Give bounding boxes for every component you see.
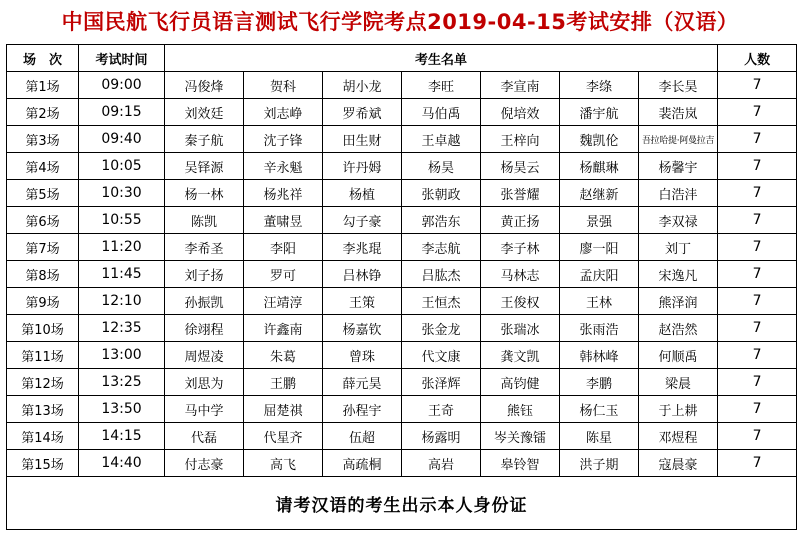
candidate-name-cell: 屈楚祺 [244, 396, 323, 423]
time-cell: 10:05 [79, 153, 165, 180]
table-row [7, 396, 797, 423]
candidate-name-cell: 许鑫南 [244, 315, 323, 342]
candidate-name-cell: 张金龙 [402, 315, 481, 342]
candidate-name-cell: 吕肱杰 [402, 261, 481, 288]
candidate-name-cell: 许丹姆 [323, 153, 402, 180]
candidate-name-cell: 伍超 [323, 423, 402, 450]
candidate-name-cell: 杨露明 [402, 423, 481, 450]
count-cell: 7 [718, 342, 797, 369]
time-cell: 14:15 [79, 423, 165, 450]
count-cell: 7 [718, 72, 797, 99]
candidate-name-cell: 熊钰 [481, 396, 560, 423]
candidate-name-cell: 徐翊程 [165, 315, 244, 342]
candidate-name-cell: 王恒杰 [402, 288, 481, 315]
session-cell: 第12场 [7, 369, 79, 396]
candidate-name-cell: 王鹏 [244, 369, 323, 396]
candidate-name-cell: 倪培效 [481, 99, 560, 126]
table-row [7, 423, 797, 450]
candidate-name-cell: 曾珠 [323, 342, 402, 369]
candidate-name-cell: 张瑞冰 [481, 315, 560, 342]
time-cell: 13:00 [79, 342, 165, 369]
table-row [7, 342, 797, 369]
candidate-name-cell: 杨仁玉 [560, 396, 639, 423]
count-cell: 7 [718, 126, 797, 153]
candidate-name-cell: 张雨浩 [560, 315, 639, 342]
candidate-name-cell: 王俊权 [481, 288, 560, 315]
candidate-name-cell: 黄正扬 [481, 207, 560, 234]
page-title: 中国民航飞行员语言测试飞行学院考点2019-04-15考试安排（汉语） [61, 10, 739, 34]
candidate-name-cell: 李宣南 [481, 72, 560, 99]
table-row [7, 99, 797, 126]
candidate-name-cell: 冯俊烽 [165, 72, 244, 99]
time-cell: 09:00 [79, 72, 165, 99]
table-row [7, 180, 797, 207]
candidate-name-cell: 吾拉哈提·阿曼拉吉 [639, 126, 718, 153]
candidate-name-cell: 吴铎源 [165, 153, 244, 180]
candidate-name-cell: 寇晨豪 [639, 450, 718, 477]
candidate-name-cell: 李子林 [481, 234, 560, 261]
candidate-name-cell: 杨麒琳 [560, 153, 639, 180]
session-cell: 第8场 [7, 261, 79, 288]
count-cell: 7 [718, 369, 797, 396]
candidate-name-cell: 刘效廷 [165, 99, 244, 126]
candidate-name-cell: 李鹏 [560, 369, 639, 396]
candidate-name-cell: 沈子锋 [244, 126, 323, 153]
table-row [7, 450, 797, 477]
candidate-name-cell: 代磊 [165, 423, 244, 450]
candidate-name-cell: 高疏桐 [323, 450, 402, 477]
candidate-name-cell: 熊泽润 [639, 288, 718, 315]
count-cell: 7 [718, 396, 797, 423]
candidate-name-cell: 汪靖淳 [244, 288, 323, 315]
candidate-name-cell: 刘子扬 [165, 261, 244, 288]
table-row [7, 207, 797, 234]
time-cell: 11:45 [79, 261, 165, 288]
footer-table [6, 476, 797, 530]
candidate-name-cell: 廖一阳 [560, 234, 639, 261]
candidate-name-cell: 杨兆祥 [244, 180, 323, 207]
candidate-name-cell: 李志航 [402, 234, 481, 261]
candidate-name-cell: 郭浩东 [402, 207, 481, 234]
count-cell: 7 [718, 99, 797, 126]
header-count: 人数 [718, 45, 797, 72]
candidate-name-cell: 薛元昊 [323, 369, 402, 396]
candidate-name-cell: 勾子豪 [323, 207, 402, 234]
header-time: 考试时间 [79, 45, 165, 72]
session-cell: 第13场 [7, 396, 79, 423]
time-cell: 14:40 [79, 450, 165, 477]
candidate-name-cell: 韩林峰 [560, 342, 639, 369]
candidate-name-cell: 张朝政 [402, 180, 481, 207]
candidate-name-cell: 王卓越 [402, 126, 481, 153]
candidate-name-cell: 赵浩然 [639, 315, 718, 342]
candidate-name-cell: 高钧健 [481, 369, 560, 396]
candidate-name-cell: 胡小龙 [323, 72, 402, 99]
candidate-name-cell: 梁晨 [639, 369, 718, 396]
candidate-name-cell: 李旺 [402, 72, 481, 99]
candidate-name-cell: 赵继新 [560, 180, 639, 207]
time-cell: 13:50 [79, 396, 165, 423]
count-cell: 7 [718, 207, 797, 234]
candidate-name-cell: 孙程宇 [323, 396, 402, 423]
count-cell: 7 [718, 450, 797, 477]
candidate-name-cell: 李阳 [244, 234, 323, 261]
candidate-name-cell: 白浩沣 [639, 180, 718, 207]
session-cell: 第1场 [7, 72, 79, 99]
table-row [7, 288, 797, 315]
candidate-name-cell: 裴浩岚 [639, 99, 718, 126]
candidate-name-cell: 高飞 [244, 450, 323, 477]
table-row [7, 234, 797, 261]
candidate-name-cell: 马中学 [165, 396, 244, 423]
candidate-name-cell: 景强 [560, 207, 639, 234]
time-cell: 10:30 [79, 180, 165, 207]
candidate-name-cell: 周煜凌 [165, 342, 244, 369]
candidate-name-cell: 辛永魁 [244, 153, 323, 180]
count-cell: 7 [718, 234, 797, 261]
candidate-name-cell: 陈凯 [165, 207, 244, 234]
table-row [7, 261, 797, 288]
candidate-name-cell: 刘志峥 [244, 99, 323, 126]
footer-note: 请考汉语的考生出示本人身份证 [7, 477, 797, 530]
table-row [7, 72, 797, 99]
candidate-name-cell: 张誉耀 [481, 180, 560, 207]
candidate-name-cell: 宋逸凡 [639, 261, 718, 288]
candidate-name-cell: 杨昊 [402, 153, 481, 180]
candidate-name-cell: 贺科 [244, 72, 323, 99]
count-cell: 7 [718, 180, 797, 207]
candidate-name-cell: 于上耕 [639, 396, 718, 423]
candidate-name-cell: 龚文凯 [481, 342, 560, 369]
candidate-name-cell: 吕林铮 [323, 261, 402, 288]
candidate-name-cell: 皋铃智 [481, 450, 560, 477]
candidate-name-cell: 高岩 [402, 450, 481, 477]
candidate-name-cell: 秦子航 [165, 126, 244, 153]
candidate-name-cell: 田生财 [323, 126, 402, 153]
count-cell: 7 [718, 423, 797, 450]
time-cell: 11:20 [79, 234, 165, 261]
time-cell: 10:55 [79, 207, 165, 234]
candidate-name-cell: 王梓向 [481, 126, 560, 153]
candidate-name-cell: 何顺禹 [639, 342, 718, 369]
candidate-name-cell: 代文康 [402, 342, 481, 369]
candidate-name-cell: 朱葛 [244, 342, 323, 369]
candidate-name-cell: 马林志 [481, 261, 560, 288]
candidate-name-cell: 孟庆阳 [560, 261, 639, 288]
session-cell: 第15场 [7, 450, 79, 477]
candidate-name-cell: 李兆琨 [323, 234, 402, 261]
time-cell: 09:15 [79, 99, 165, 126]
time-cell: 13:25 [79, 369, 165, 396]
table-header-row [7, 45, 797, 72]
time-cell: 09:40 [79, 126, 165, 153]
candidate-name-cell: 李希圣 [165, 234, 244, 261]
session-cell: 第3场 [7, 126, 79, 153]
footer-row [7, 477, 797, 530]
candidate-name-cell: 邓煜程 [639, 423, 718, 450]
count-cell: 7 [718, 315, 797, 342]
candidate-name-cell: 王林 [560, 288, 639, 315]
session-cell: 第10场 [7, 315, 79, 342]
candidate-name-cell: 杨嘉钦 [323, 315, 402, 342]
candidate-name-cell: 杨一林 [165, 180, 244, 207]
candidate-name-cell: 陈星 [560, 423, 639, 450]
candidate-name-cell: 代星齐 [244, 423, 323, 450]
candidate-name-cell: 孙振凯 [165, 288, 244, 315]
table-row [7, 153, 797, 180]
table-row [7, 126, 797, 153]
candidate-name-cell: 王奇 [402, 396, 481, 423]
session-cell: 第7场 [7, 234, 79, 261]
candidate-name-cell: 付志豪 [165, 450, 244, 477]
candidate-name-cell: 杨馨宇 [639, 153, 718, 180]
candidate-name-cell: 杨植 [323, 180, 402, 207]
session-cell: 第4场 [7, 153, 79, 180]
candidate-name-cell: 李绦 [560, 72, 639, 99]
candidate-name-cell: 董啸昱 [244, 207, 323, 234]
candidate-name-cell: 洪子期 [560, 450, 639, 477]
table-row [7, 369, 797, 396]
count-cell: 7 [718, 288, 797, 315]
candidate-name-cell: 李长昊 [639, 72, 718, 99]
candidate-name-cell: 王策 [323, 288, 402, 315]
count-cell: 7 [718, 153, 797, 180]
candidate-name-cell: 刘丁 [639, 234, 718, 261]
time-cell: 12:35 [79, 315, 165, 342]
session-cell: 第14场 [7, 423, 79, 450]
candidate-name-cell: 杨昊云 [481, 153, 560, 180]
candidate-name-cell: 罗希斌 [323, 99, 402, 126]
candidate-name-cell: 魏凯伦 [560, 126, 639, 153]
table-row [7, 315, 797, 342]
candidate-name-cell: 刘思为 [165, 369, 244, 396]
candidate-name-cell: 张泽辉 [402, 369, 481, 396]
header-session: 场 次 [7, 45, 79, 72]
schedule-table [6, 44, 797, 477]
count-cell: 7 [718, 261, 797, 288]
header-names: 考生名单 [165, 45, 718, 72]
candidate-name-cell: 马伯禹 [402, 99, 481, 126]
session-cell: 第11场 [7, 342, 79, 369]
candidate-name-cell: 岑关豫镭 [481, 423, 560, 450]
candidate-name-cell: 潘宇航 [560, 99, 639, 126]
session-cell: 第5场 [7, 180, 79, 207]
session-cell: 第6场 [7, 207, 79, 234]
candidate-name-cell: 李双禄 [639, 207, 718, 234]
session-cell: 第9场 [7, 288, 79, 315]
session-cell: 第2场 [7, 99, 79, 126]
time-cell: 12:10 [79, 288, 165, 315]
candidate-name-cell: 罗可 [244, 261, 323, 288]
